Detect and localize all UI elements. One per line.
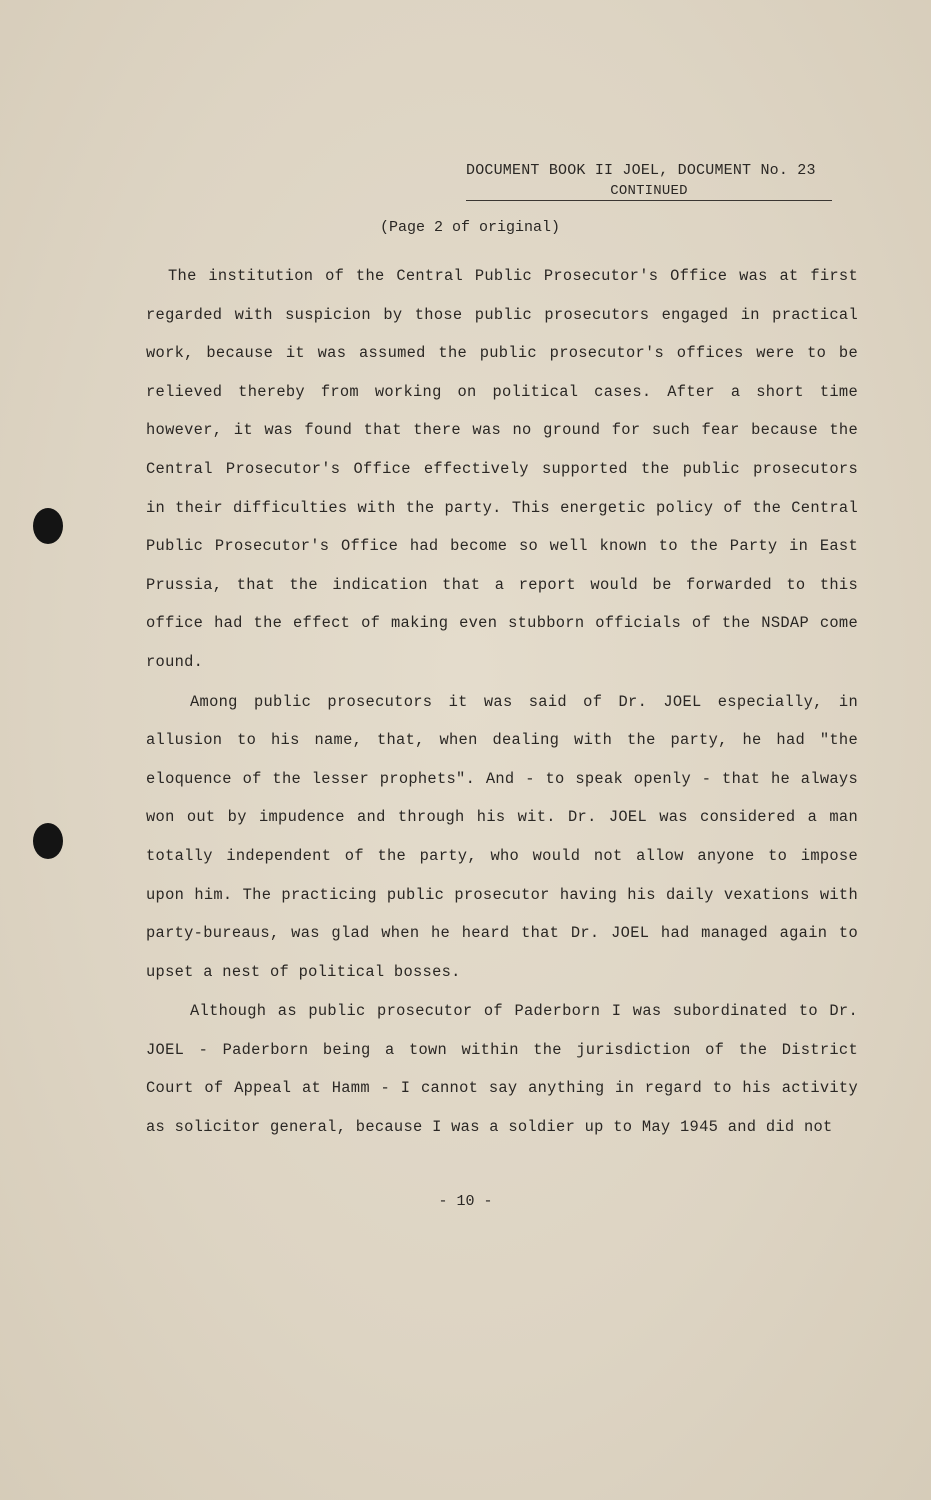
paragraph: Although as public prosecutor of Paderborn I was subordinated to Dr. JOEL - Paderborn being a town within the jurisdiction of the District Court of Appeal at Hamm - I cannot say anything in regard to his activity as solicitor general, because I was a soldier up to May 1945 and did not <box>146 1002 858 1137</box>
page-number: - 10 - <box>438 1193 493 1210</box>
header-title: DOCUMENT BOOK II JOEL, DOCUMENT No. 23 <box>466 162 816 179</box>
original-page-reference: (Page 2 of original) <box>380 219 561 236</box>
document-header <box>466 162 832 201</box>
body-text <box>146 257 858 1148</box>
punch-hole <box>33 508 63 544</box>
header-continued: CONTINUED <box>466 183 832 201</box>
punch-hole <box>33 823 63 859</box>
paragraph: The institution of the Central Public Prosecutor's Office was at first regarded with suspicion by those public prosecutors engaged in practical work, because it was assumed the public prosecutor's offices were to be relieved thereby from working on political cases. After a short time however, it was found that there was no ground for such fear because the Central Prosecutor's Office effectively supported the public prosecutors in their difficulties with the party. This energetic policy of the Central Public Prosecutor's Office had become so well known to the Party in East Prussia, that the indication that a report would be forwarded to this office had the effect of making even stubborn officials of the NSDAP come round. <box>146 267 858 671</box>
paragraph: Among public prosecutors it was said of Dr. JOEL especially, in allusion to his name, that, when dealing with the party, he had "the eloquence of the lesser prophets". And - to speak openly - that he always won out by impudence and through his wit. Dr. JOEL was considered a man totally independent of the party, who would not allow anyone to impose upon him. The practicing public prosecutor having his daily vexations with party-bureaus, was glad when he heard that Dr. JOEL had managed again to upset a nest of political bosses. <box>146 692 858 981</box>
